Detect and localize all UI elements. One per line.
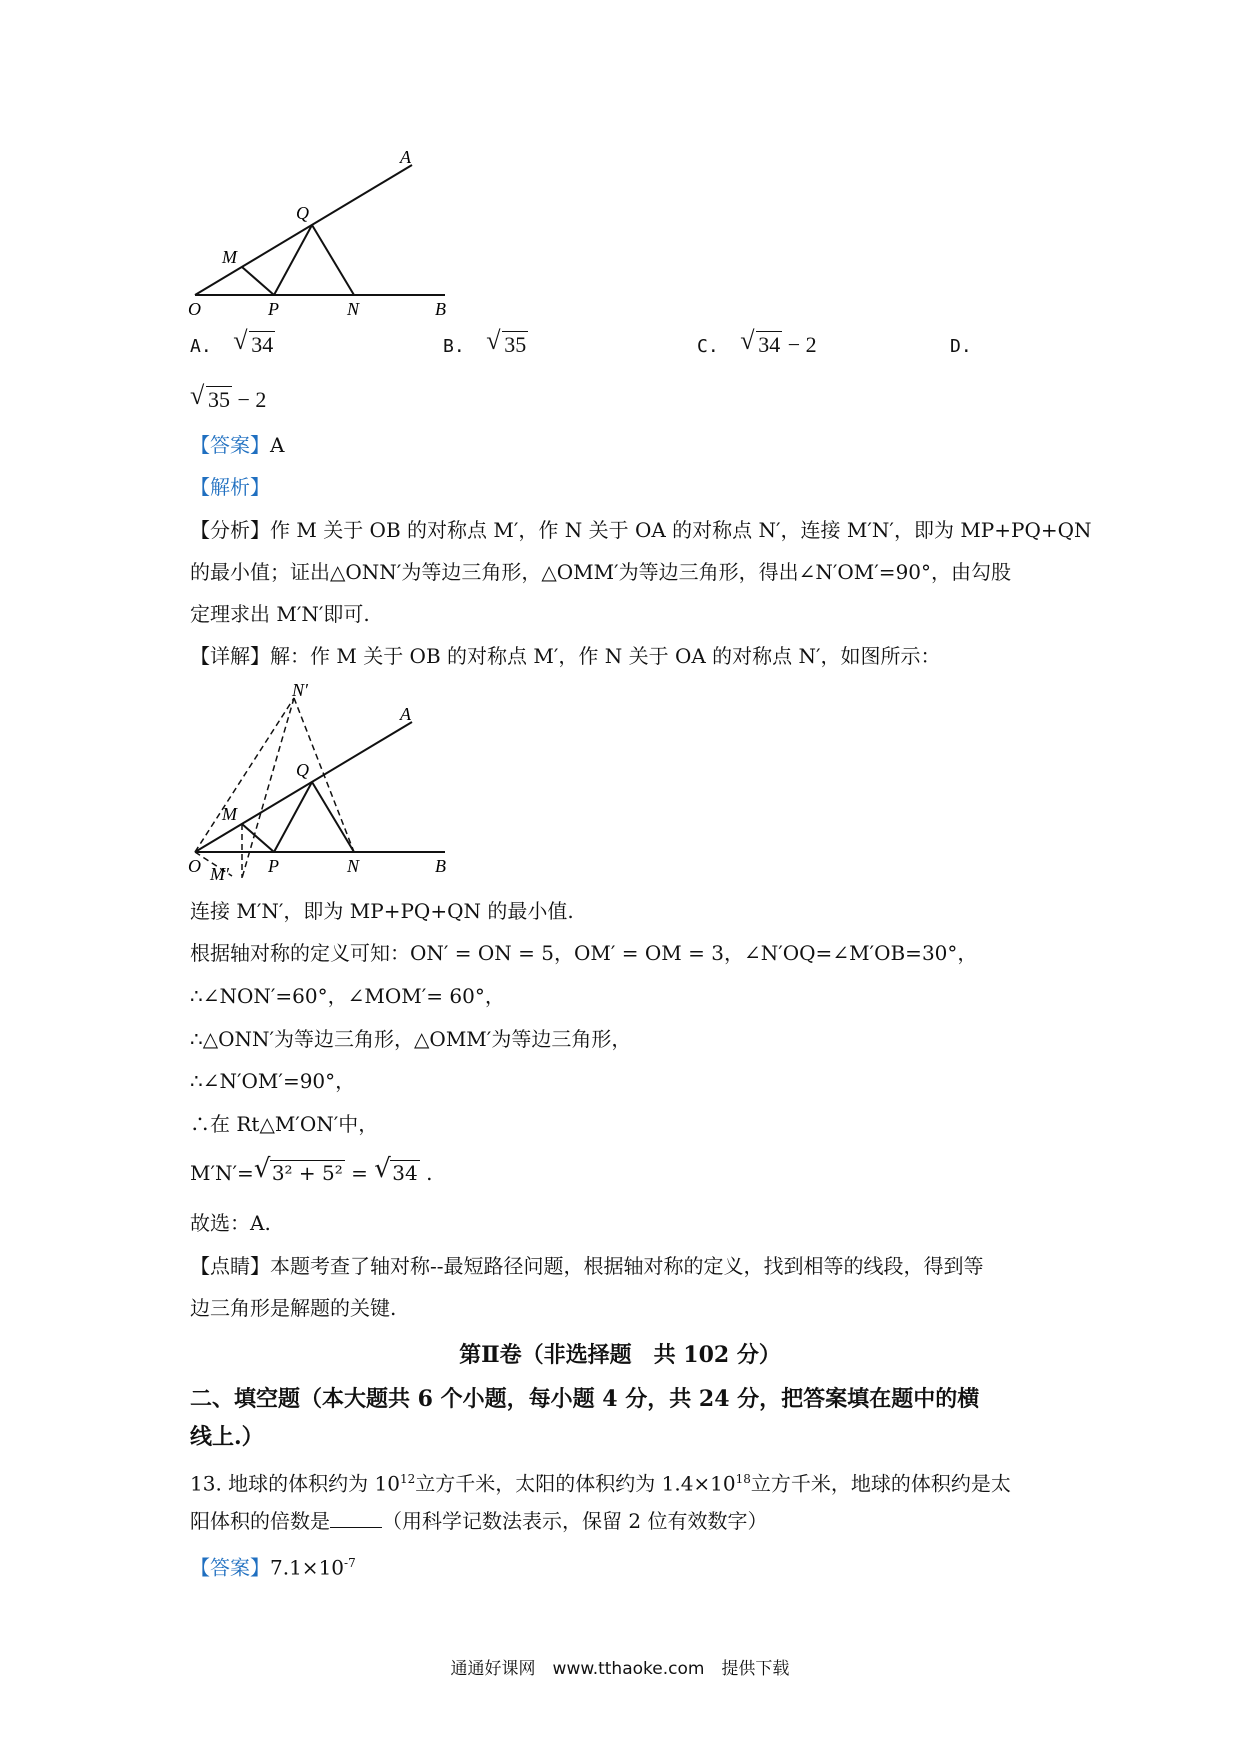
ray-oa [195, 165, 412, 295]
label-o-2: O [188, 856, 201, 876]
label-o: O [188, 299, 201, 319]
detail-text-1: 解：作 M 关于 OB 的对称点 M′，作 N 关于 OA 的对称点 N′，如图所示： [270, 644, 941, 668]
analysis-sub-tag: 【分析】 [190, 518, 270, 542]
label-n-2: N [347, 856, 360, 876]
solution-step-5: ∴∠N′OM′=90°， [190, 1069, 356, 1093]
solution-step-4: ∴△ONN′为等边三角形，△OMM′为等边三角形， [190, 1027, 632, 1051]
solution-sqrt-result: √ 34 [374, 1154, 418, 1185]
ray-oa-2 [195, 722, 412, 852]
solution-step-3: ∴∠NON′=60°，∠MOM′= 60°， [190, 984, 505, 1008]
analysis-line-3: 定理求出 M′N′即可. [190, 602, 370, 626]
solution-mn-prefix: M′N′= [190, 1161, 254, 1185]
comment-tag: 【点睛】 [190, 1254, 270, 1278]
option-b-label: B. [443, 336, 465, 357]
analysis-line-2: 的最小值；证出△ONN′为等边三角形，△OMM′为等边三角形，得出∠N′OM′=90°，由勾股 [190, 560, 1012, 584]
option-d-suffix: − 2 [232, 387, 267, 412]
analysis-text-1: 作 M 关于 OB 的对称点 M′，作 N 关于 OA 的对称点 N′，连接 M′N′，即为 MP+PQ+QN [270, 518, 1092, 542]
answer-tag: 【答案】 [190, 433, 270, 457]
analysis-tag: 【解析】 [190, 475, 270, 499]
answer-value: A [270, 433, 285, 457]
label-m: M [222, 247, 237, 267]
q13-exp-1: 12 [399, 1472, 416, 1486]
solution-step-1: 连接 M′N′，即为 MP+PQ+QN 的最小值. [190, 899, 574, 923]
option-d-sqrt: √ 35 [190, 381, 230, 412]
option-c-label: C. [697, 336, 719, 357]
detail-line-1 [190, 641, 941, 671]
option-a-sqrt: √ 34 [233, 326, 274, 357]
comment-text-1: 本题考查了轴对称--最短路径问题，根据轴对称的定义，找到相等的线段，得到等 [270, 1254, 984, 1278]
solution-step-2: 根据轴对称的定义可知：ON′ = ON = 5，OM′ = OM = 3，∠N′OQ=∠M′OB=30°， [190, 941, 978, 965]
label-b-2: B [435, 856, 446, 876]
comment-line-2: 边三角形是解题的关键. [190, 1296, 397, 1320]
solution-sqrt-sum: √ 3² + 5² [253, 1154, 343, 1185]
option-b [443, 326, 528, 362]
label-n: N [347, 299, 360, 319]
q13-text-e: （用科学记数法表示，保留 2 位有效数字） [382, 1509, 768, 1533]
option-c-suffix: − 2 [782, 332, 817, 357]
label-mprime: M′ [210, 864, 229, 880]
label-m-2: M [222, 804, 237, 824]
label-nprime: N′ [292, 680, 308, 700]
q13-text-a: 13. 地球的体积约为 10 [190, 1471, 400, 1496]
option-a-value: 34 [251, 332, 274, 357]
fill-in-heading-1: 二、填空题（本大题共 6 个小题，每小题 4 分，共 24 分，把答案填在题中的横 [190, 1386, 980, 1412]
figure-reflection-diagram [180, 680, 460, 880]
fill-in-heading-2: 线上.） [190, 1424, 264, 1450]
option-b-sqrt: √ 35 [486, 326, 527, 357]
segment-mp-2 [242, 824, 274, 852]
solution-step-8: 故选：A. [190, 1211, 271, 1235]
q13-exp-2: 18 [735, 1472, 751, 1486]
comment-line-1 [190, 1251, 984, 1281]
q13-answer-exp: -7 [344, 1556, 356, 1570]
option-d-value: 35 [208, 387, 230, 412]
q13-answer-blank [330, 1527, 382, 1528]
q13-line-1 [190, 1464, 1011, 1499]
solution-result: 34 [392, 1161, 418, 1185]
figure-angle-diagram [180, 145, 460, 320]
dashed-o-nprime [195, 698, 294, 852]
q13-answer-base: 7.1×10 [270, 1555, 345, 1580]
label-q: Q [296, 203, 309, 223]
page-footer: 通通好课网 www.tthaoke.com 提供下载 [450, 1659, 790, 1679]
q13-answer [190, 1548, 356, 1583]
label-q-2: Q [296, 760, 309, 780]
option-d [950, 330, 972, 362]
answer-line [190, 430, 284, 460]
analysis-heading [190, 472, 270, 502]
option-a-label: A. [190, 336, 212, 357]
analysis-line-1 [190, 515, 1092, 545]
option-d-label: D. [950, 336, 972, 357]
q13-text-c: 立方千米，地球的体积约是太 [750, 1471, 1011, 1496]
solution-step-6: ∴在 Rt△M′ON′中， [190, 1112, 379, 1136]
section-title: 第Ⅱ卷（非选择题 共 102 分） [459, 1342, 781, 1368]
option-c-sqrt: √ 34 [740, 326, 781, 357]
label-a: A [400, 147, 411, 167]
q13-text-d: 阳体积的倍数是 [190, 1509, 330, 1533]
segment-mp [242, 267, 274, 295]
q13-answer-tag: 【答案】 [190, 1555, 270, 1580]
label-b: B [435, 299, 446, 319]
solution-end: . [419, 1161, 433, 1185]
q13-text-b: 立方千米，太阳的体积约为 1.4×10 [415, 1471, 736, 1496]
option-d-expression [190, 381, 267, 415]
segment-qn-2 [312, 782, 354, 852]
solution-eq: = [344, 1161, 375, 1185]
option-b-value: 35 [504, 332, 527, 357]
detail-tag: 【详解】 [190, 644, 270, 668]
option-c-value: 34 [758, 332, 781, 357]
option-c [697, 326, 817, 362]
label-p: P [268, 299, 279, 319]
label-a-2: A [400, 704, 411, 724]
label-p-2: P [268, 856, 279, 876]
solution-step-7 [190, 1154, 433, 1188]
option-a [190, 326, 275, 362]
q13-line-2 [190, 1506, 767, 1536]
solution-radicand: 3² + 5² [271, 1161, 343, 1185]
segment-qn [312, 225, 354, 295]
